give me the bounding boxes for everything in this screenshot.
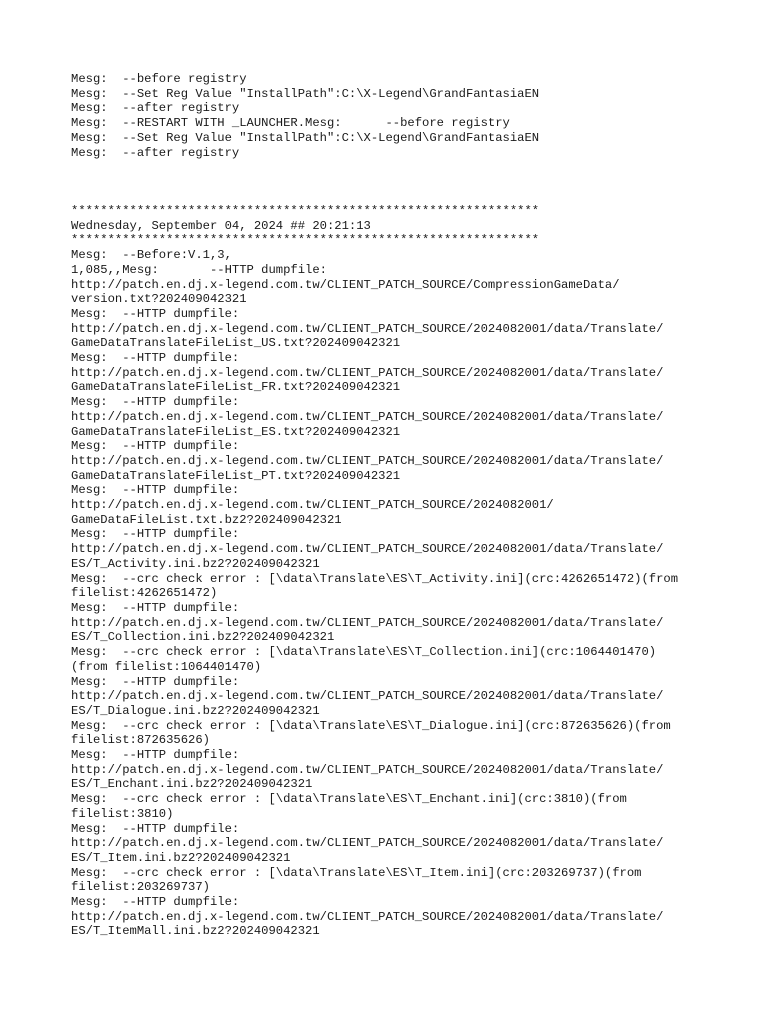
log-line: Mesg: --HTTP dumpfile: [71, 351, 240, 366]
log-line: Mesg: --crc check error : [\data\Translate\ES\T_Collection.ini](crc:1064401470) [71, 645, 657, 660]
log-line: ES/T_ItemMall.ini.bz2?202409042321 [71, 924, 320, 939]
log-line: http://patch.en.dj.x-legend.com.tw/CLIENT_PATCH_SOURCE/2024082001/data/Translate/ [71, 689, 664, 704]
log-line: Mesg: --HTTP dumpfile: [71, 439, 240, 454]
log-line: ES/T_Dialogue.ini.bz2?202409042321 [71, 703, 320, 718]
log-line: ES/T_Activity.ini.bz2?202409042321 [71, 556, 320, 571]
log-line: (from filelist:1064401470) [71, 659, 262, 674]
log-line: Mesg: --HTTP dumpfile: [71, 600, 240, 615]
log-line: Mesg: --crc check error : [\data\Translate\ES\T_Item.ini](crc:203269737)(from [71, 865, 642, 880]
log-block-registry [71, 72, 751, 160]
log-line: Mesg: --Set Reg Value "InstallPath":C:\X-Legend\GrandFantasiaEN [71, 86, 540, 101]
log-line: Mesg: --crc check error : [\data\Translate\ES\T_Enchant.ini](crc:3810)(from [71, 792, 627, 807]
log-line: Mesg: --after registry [71, 145, 240, 160]
log-line: Mesg: --HTTP dumpfile: [71, 306, 240, 321]
log-line: Mesg: --HTTP dumpfile: [71, 748, 240, 763]
log-line: filelist:3810) [71, 806, 174, 821]
log-block-patch [71, 204, 751, 939]
log-line: Mesg: --HTTP dumpfile: [71, 895, 240, 910]
log-line: http://patch.en.dj.x-legend.com.tw/CLIENT_PATCH_SOURCE/2024082001/ [71, 498, 554, 513]
log-line: ES/T_Item.ini.bz2?202409042321 [71, 850, 291, 865]
log-line: GameDataTranslateFileList_US.txt?202409042321 [71, 336, 401, 351]
log-line: Mesg: --Set Reg Value "InstallPath":C:\X-Legend\GrandFantasiaEN [71, 130, 540, 145]
log-line: filelist:872635626) [71, 733, 210, 748]
log-line: http://patch.en.dj.x-legend.com.tw/CLIENT_PATCH_SOURCE/2024082001/data/Translate/ [71, 321, 664, 336]
log-line: Mesg: --before registry [71, 72, 247, 86]
log-line: Mesg: --crc check error : [\data\Translate\ES\T_Activity.ini](crc:4262651472)(from [71, 571, 679, 586]
log-line: Mesg: --Before:V.1,3, [71, 248, 232, 263]
log-line: http://patch.en.dj.x-legend.com.tw/CLIENT_PATCH_SOURCE/2024082001/data/Translate/ [71, 409, 664, 424]
log-line: GameDataFileList.txt.bz2?202409042321 [71, 512, 342, 527]
log-line: http://patch.en.dj.x-legend.com.tw/CLIENT_PATCH_SOURCE/CompressionGameData/ [71, 277, 620, 292]
log-line: **************************************************************** [71, 204, 540, 218]
log-line: http://patch.en.dj.x-legend.com.tw/CLIENT_PATCH_SOURCE/2024082001/data/Translate/ [71, 762, 664, 777]
log-line: GameDataTranslateFileList_ES.txt?202409042321 [71, 424, 401, 439]
log-line: filelist:4262651472) [71, 586, 218, 601]
log-line: http://patch.en.dj.x-legend.com.tw/CLIENT_PATCH_SOURCE/2024082001/data/Translate/ [71, 542, 664, 557]
log-line: Mesg: --after registry [71, 101, 240, 116]
log-line: Mesg: --crc check error : [\data\Translate\ES\T_Dialogue.ini](crc:872635626)(from [71, 718, 671, 733]
log-line: http://patch.en.dj.x-legend.com.tw/CLIENT_PATCH_SOURCE/2024082001/data/Translate/ [71, 453, 664, 468]
log-line: filelist:203269737) [71, 880, 210, 895]
log-line: Mesg: --RESTART WITH _LAUNCHER.Mesg: --before registry [71, 116, 510, 131]
log-line: http://patch.en.dj.x-legend.com.tw/CLIENT_PATCH_SOURCE/2024082001/data/Translate/ [71, 909, 664, 924]
log-line: ES/T_Collection.ini.bz2?202409042321 [71, 630, 335, 645]
log-line: version.txt?202409042321 [71, 292, 247, 307]
log-line: Mesg: --HTTP dumpfile: [71, 674, 240, 689]
log-line: **************************************************************** [71, 233, 540, 248]
log-line: ES/T_Enchant.ini.bz2?202409042321 [71, 777, 313, 792]
log-line: Mesg: --HTTP dumpfile: [71, 821, 240, 836]
log-line: GameDataTranslateFileList_FR.txt?202409042321 [71, 380, 401, 395]
log-line: Mesg: --HTTP dumpfile: [71, 395, 240, 410]
log-line: Mesg: --HTTP dumpfile: [71, 483, 240, 498]
log-line: Wednesday, September 04, 2024 ## 20:21:13 [71, 218, 371, 233]
log-line: Mesg: --HTTP dumpfile: [71, 527, 240, 542]
log-line: 1,085,,Mesg: --HTTP dumpfile: [71, 262, 327, 277]
log-line: GameDataTranslateFileList_PT.txt?202409042321 [71, 468, 401, 483]
log-line: http://patch.en.dj.x-legend.com.tw/CLIENT_PATCH_SOURCE/2024082001/data/Translate/ [71, 615, 664, 630]
log-line: http://patch.en.dj.x-legend.com.tw/CLIENT_PATCH_SOURCE/2024082001/data/Translate/ [71, 836, 664, 851]
log-line: http://patch.en.dj.x-legend.com.tw/CLIENT_PATCH_SOURCE/2024082001/data/Translate/ [71, 365, 664, 380]
